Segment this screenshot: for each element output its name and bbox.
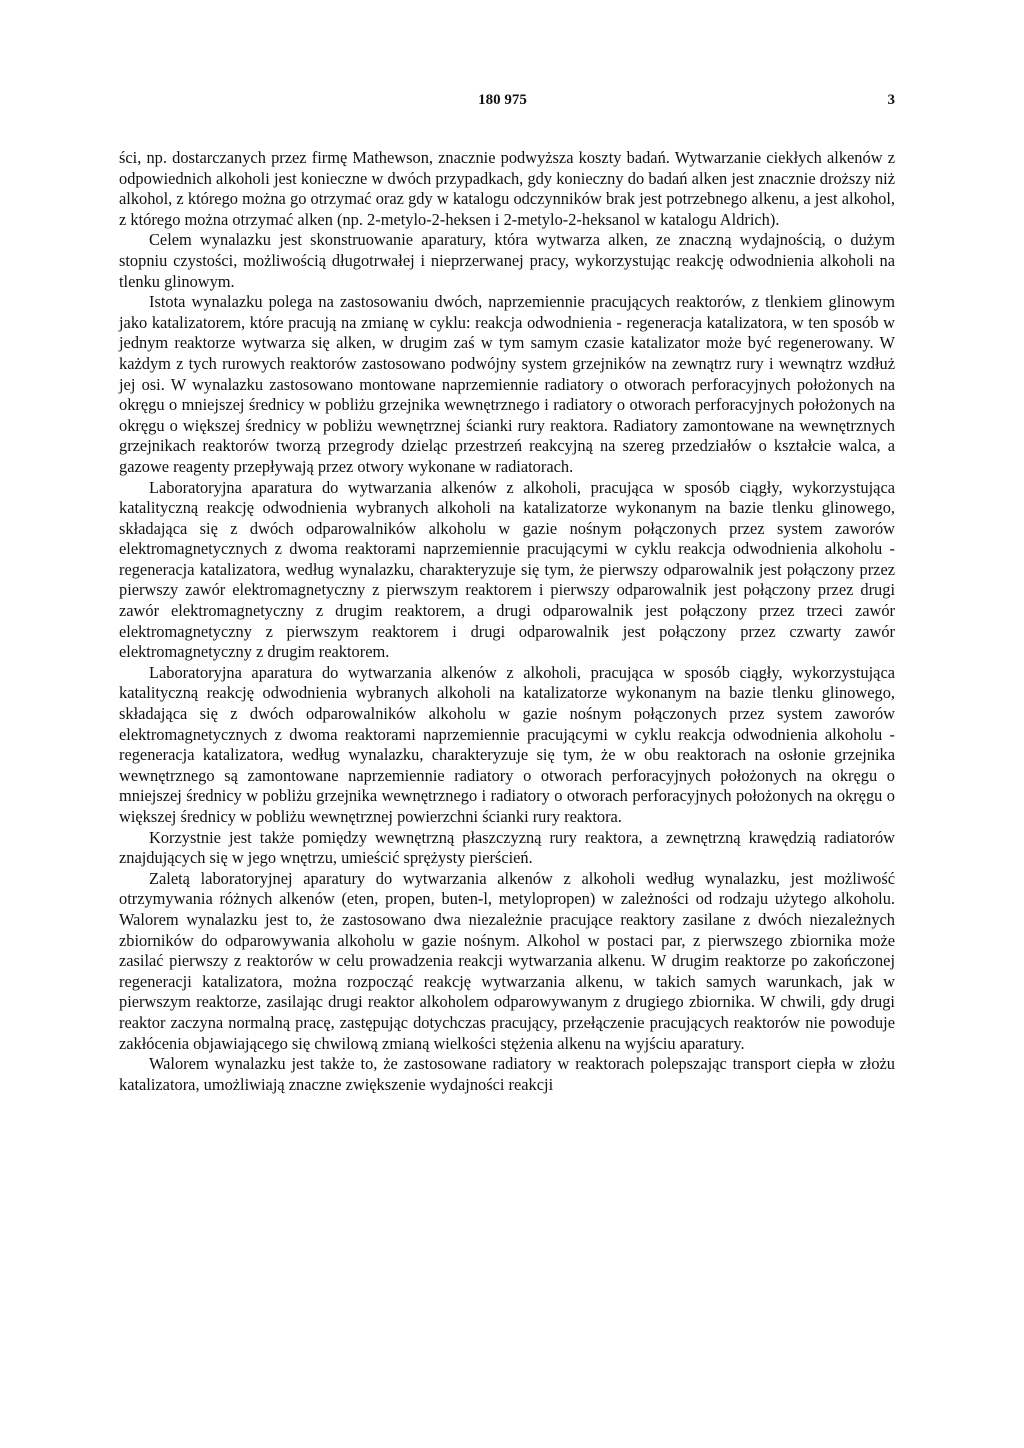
document-number: 180 975 [478, 92, 527, 108]
paragraph: Korzystnie jest także pomiędzy wewnętrzną płaszczyzną rury reaktora, a zewnętrzną krawędzią radiatorów znajdujących się w jego wnętrzu, umieścić sprężysty pierścień. [119, 827, 895, 868]
paragraph: Zaletą laboratoryjnej aparatury do wytwarzania alkenów z alkoholi według wynalazku, jest możliwość otrzymywania różnych alkenów (eten, propen, buten-l, metylopropen) w zależności od rodzaju użytego alkoholu. Walorem wynalazku jest to, że zastosowano dwa niezależnie pracujące reaktory zasilane z dwóch niezależnych zbiorników do odparowywania alkoholu w gazie nośnym. Alkohol w postaci par, z pierwszego zbiornika może zasilać pierwszy z reaktorów w celu prowadzenia reakcji wytwarzania alkenu. W drugim reaktorze po zakończonej regeneracji katalizatora, można rozpocząć reakcję wytwarzania alkenu, w takich samych warunkach, jak w pierwszym reaktorze, zasilając drugi reaktor alkoholem odparowywanym z drugiego zbiornika. W chwili, gdy drugi reaktor zaczyna normalną pracę, zastępując dotychczas pracujący, przełączenie pracujących reaktorów nie powoduje zakłócenia objawiającego się chwilową zmianą wielkości stężenia alkenu na wyjściu aparatury. [119, 868, 895, 1053]
page-number: 3 [887, 92, 895, 108]
paragraph: Laboratoryjna aparatura do wytwarzania alkenów z alkoholi, pracująca w sposób ciągły, wykorzystująca katalityczną reakcję odwodnienia wybranych alkoholi na katalizatorze wykonanym na bazie tlenku glinowego, składająca się z dwóch odparowalników alkoholu w gazie nośnym połączonych przez system zaworów elektromagnetycznych z dwoma reaktorami naprzemiennie pracującymi w cyklu reakcja odwodnienia alkoholu - regeneracja katalizatora, według wynalazku, charakteryzuje się tym, że w obu reaktorach na osłonie grzejnika wewnętrznego są zamontowane naprzemiennie radiatory o otworach perforacyjnych położonych na okręgu o mniejszej średnicy w pobliżu grzejnika wewnętrznego i radiatory o otworach perforacyjnych położonych na okręgu o większej średnicy w pobliżu wewnętrznej powierzchni ścianki rury reaktora. [119, 662, 895, 826]
paragraph: Walorem wynalazku jest także to, że zastosowane radiatory w reaktorach polepszając transport ciepła w złożu katalizatora, umożliwiają znaczne zwiększenie wydajności reakcji [119, 1054, 895, 1094]
paragraph: Celem wynalazku jest skonstruowanie aparatury, która wytwarza alken, ze znaczną wydajnością, o dużym stopniu czystości, możliwością długotrwałej i nieprzerwanej pracy, wykorzystując reakcję odwodnienia alkoholi na tlenku glinowym. [119, 230, 895, 291]
paragraph: Laboratoryjna aparatura do wytwarzania alkenów z alkoholi, pracująca w sposób ciągły, wykorzystująca katalityczną reakcję odwodnienia wybranych alkoholi na katalizatorze wykonanym na bazie tlenku glinowego, składająca się z dwóch odparowalników alkoholu w gazie nośnym połączonych przez system zaworów elektromagnetycznych z dwoma reaktorami naprzemiennie pracującymi w cyklu reakcja odwodnienia alkoholu - regeneracja katalizatora, według wynalazku, charakteryzuje się tym, że pierwszy odparowalnik jest połączony przez pierwszy zawór elektromagnetyczny z pierwszym reaktorem i pierwszy odparowalnik jest połączony przez drugi zawór elektromagnetyczny z drugim reaktorem, a drugi odparowalnik jest połączony przez trzeci zawór elektromagnetyczny z pierwszym reaktorem i drugi odparowalnik jest połączony przez czwarty zawór elektromagnetyczny z drugim reaktorem. [119, 477, 895, 662]
body-text [119, 148, 895, 1095]
paragraph: ści, np. dostarczanych przez firmę Mathewson, znacznie podwyższa koszty badań. Wytwarzanie ciekłych alkenów z odpowiednich alkoholi jest konieczne w dwóch przypadkach, gdy konieczny do badań alken jest znacznie droższy niż alkohol, z którego można go otrzymać oraz gdy w katalogu odczynników brak jest potrzebnego alkenu, a jest alkohol, z którego można otrzymać alken (np. 2-metylo-2-heksen i 2-metylo-2-heksanol w katalogu Aldrich). [119, 148, 895, 229]
paragraph: Istota wynalazku polega na zastosowaniu dwóch, naprzemiennie pracujących reaktorów, z tlenkiem glinowym jako katalizatorem, które pracują na zmianę w cyklu: reakcja odwodnienia - regeneracja katalizatora, w ten sposób w jednym reaktorze wytwarza się alken, w drugim zaś w tym samym czasie katalizator może być regenerowany. W każdym z tych rurowych reaktorów zastosowano podwójny system grzejników na zewnątrz rury i wewnątrz wzdłuż jej osi. W wynalazku zastosowano montowane naprzemiennie radiatory o otworach perforacyjnych położonych na okręgu o mniejszej średnicy w pobliżu grzejnika wewnętrznego i radiatory o otworach perforacyjnych położonych na okręgu o większej średnicy w pobliżu wewnętrznej ścianki rury reaktora. Radiatory zamontowane na wewnętrznych grzejnikach reaktorów tworzą przegrody dzieląc przestrzeń reakcyjną na szereg przedziałów o kształcie walca, a gazowe reagenty przepływają przez otwory wykonane w radiatorach. [119, 292, 895, 476]
page-header [110, 92, 895, 116]
